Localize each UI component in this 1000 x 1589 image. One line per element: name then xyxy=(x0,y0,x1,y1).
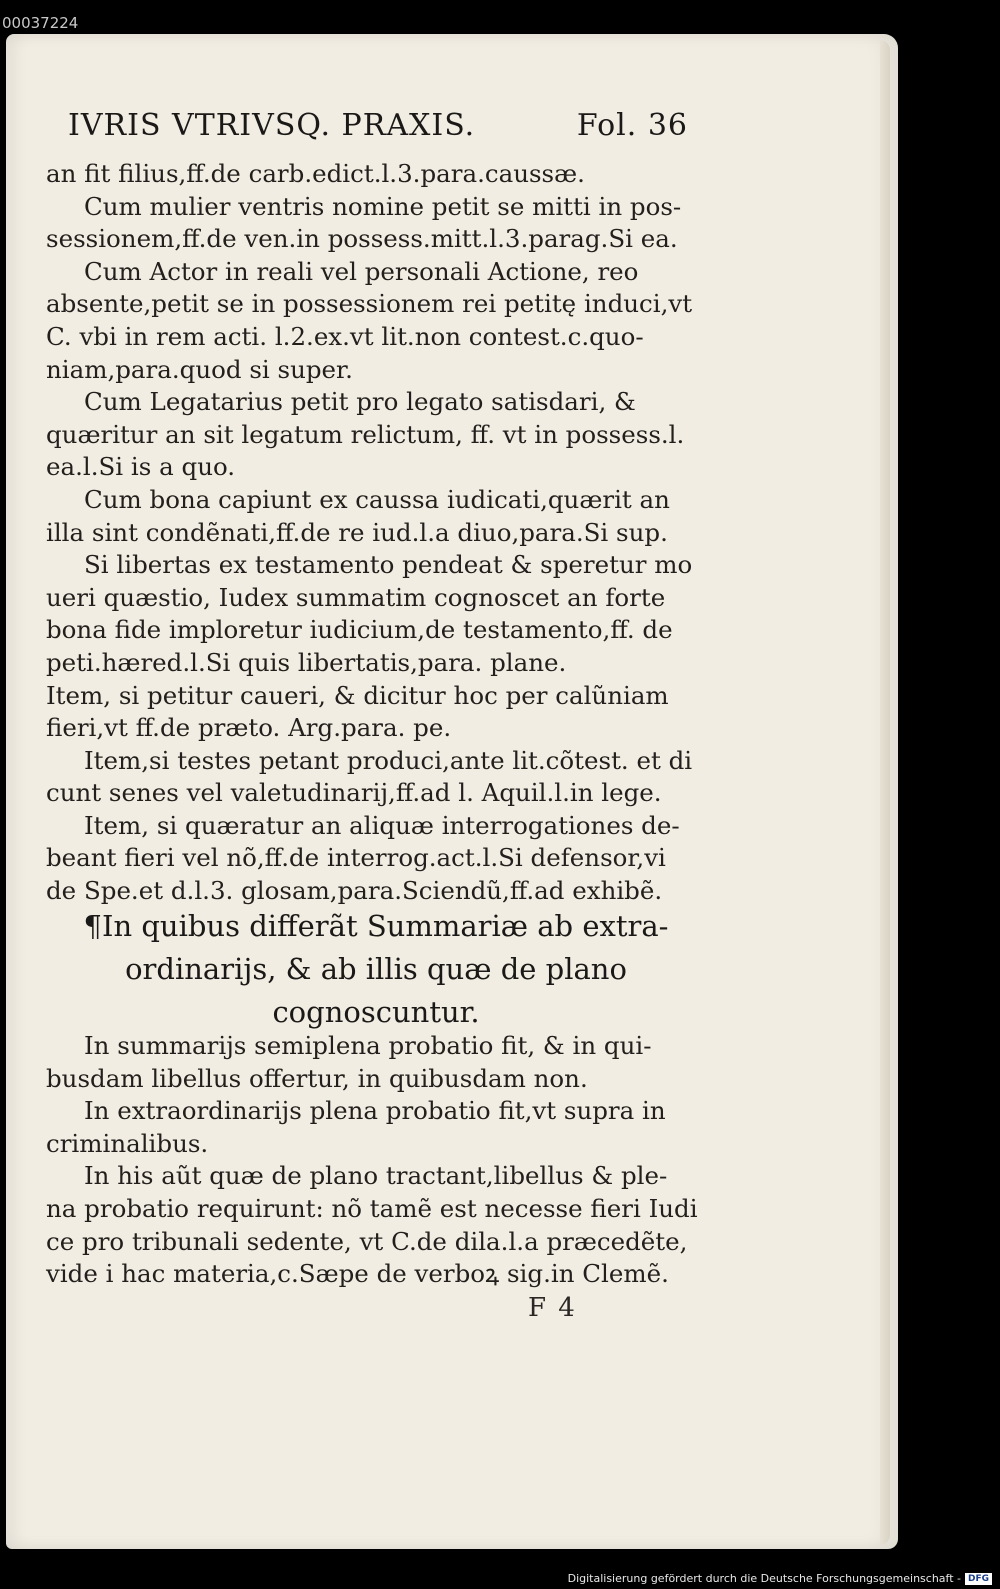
body-text xyxy=(46,158,701,908)
text-line: Item, si petitur caueri, & dicitur hoc per calũniam xyxy=(46,680,669,710)
text-line: In summarijs semiplena probatio fit, & in qui- xyxy=(84,1031,652,1060)
section-heading xyxy=(66,905,686,1034)
text-line: cunt senes vel valetudinarij,ff.ad l. Aquil.l.in lege. xyxy=(46,778,662,808)
text-line: In extraordinarijs plena probatio fit,vt supra in xyxy=(84,1096,666,1126)
text-line: quæritur an sit legatum relictum, ff. vt in possess.l. xyxy=(46,419,685,449)
text-line: fieri,vt ff.de præto. Arg.para. pe. xyxy=(46,713,452,743)
text-line: ea.l.Si is a quo. xyxy=(46,452,236,482)
text-line: Cum Actor in reali vel personali Actione, reo xyxy=(84,256,639,286)
text-line: beant fieri vel nõ,ff.de interrog.act.l.Si defensor,vi xyxy=(46,843,666,873)
heading-line: ¶In quibus differãt Summariæ ab extra- xyxy=(83,909,669,943)
scan-id-label: 00037224 xyxy=(2,14,79,32)
text-line: na probatio requirunt: nõ tamẽ est necesse fieri Iudi xyxy=(46,1193,698,1223)
text-line: Si libertas ex testamento pendeat & speretur mo xyxy=(84,550,693,580)
text-line: busdam libellus offertur, in quibusdam non. xyxy=(46,1063,588,1093)
text-line: ueri quæstio, Iudex summatim cognoscet an forte xyxy=(46,582,666,612)
text-line: C. vbi in rem acti. l.2.ex.vt lit.non contest.c.quo- xyxy=(46,321,644,351)
text-line: Cum bona capiunt ex caussa iudicati,quærit an xyxy=(84,484,670,514)
text-line: peti.hæred.l.Si quis libertatis,para. plane. xyxy=(46,647,567,677)
text-line: ce pro tribunali sedente, vt C.de dila.l.a præcedẽte, xyxy=(46,1226,688,1256)
text-line: bona fide imploretur iudicium,de testamento,ff. de xyxy=(46,615,673,645)
text-line: In his aũt quæ de plano tractant,libellus & ple- xyxy=(84,1161,668,1191)
folio-number: Fol. 36 xyxy=(576,108,688,143)
heading-line: cognoscuntur. xyxy=(272,995,480,1029)
signature-mark: F 4 xyxy=(528,1293,577,1323)
page-header xyxy=(68,108,688,154)
dfg-logo: DFG xyxy=(965,1573,992,1585)
credit-text: Digitalisierung gefördert durch die Deutsche Forschungsgemeinschaft - xyxy=(567,1572,961,1585)
text-line: Item,si testes petant produci,ante lit.cõtest. et di xyxy=(84,745,693,775)
text-line: absente,petit se in possessionem rei petitę induci,vt xyxy=(46,289,693,319)
text-line: sessionem,ff.de ven.in possess.mitt.l.3.parag.Si ea. xyxy=(46,224,678,254)
page-edge xyxy=(880,40,890,1545)
digitization-credit xyxy=(568,1572,992,1585)
text-line: criminalibus. xyxy=(46,1128,209,1158)
text-line: an fit filius,ff.de carb.edict.l.3.para.caussæ. xyxy=(46,159,585,188)
text-line: niam,para.quod si super. xyxy=(46,354,353,384)
text-line: Item, si quæratur an aliquæ interrogationes de- xyxy=(84,810,680,840)
text-line: Cum Legatarius petit pro legato satisdari, & xyxy=(84,387,636,417)
text-line: illa sint condẽnati,ff.de re iud.l.a diuo,para.Si sup. xyxy=(46,517,668,547)
text-line: Cum mulier ventris nomine petit se mitti in pos- xyxy=(84,191,682,221)
text-line: de Spe.et d.l.3. glosam,para.Sciendũ,ff.ad exhibẽ. xyxy=(46,876,663,906)
running-title: IVRIS VTRIVSQ. PRAXIS. xyxy=(68,108,476,143)
body-text-2 xyxy=(46,1030,701,1291)
text-line: vide i hac materia,c.Sæpe de verboꝝ sig.in Clemẽ. xyxy=(46,1259,669,1289)
heading-line: ordinarijs, & ab illis quæ de plano xyxy=(125,952,627,986)
